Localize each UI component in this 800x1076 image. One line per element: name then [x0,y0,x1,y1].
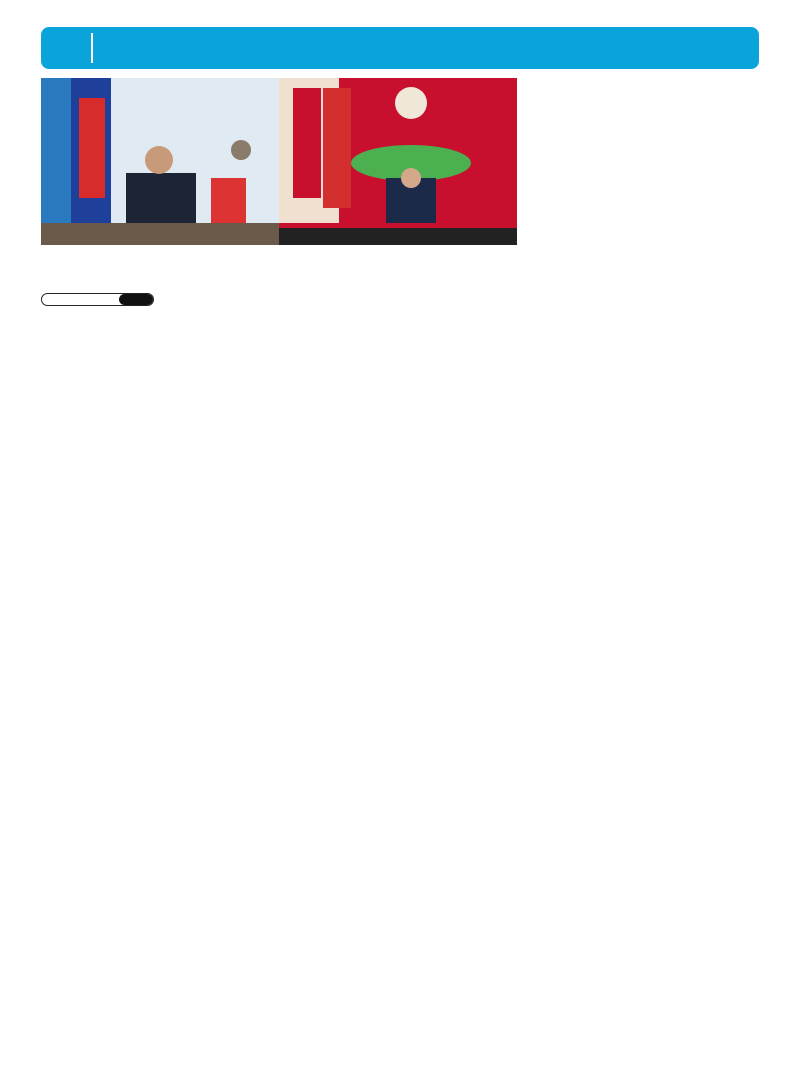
page-header-bar [41,27,759,69]
video-conference-illustration [41,78,517,245]
story1-column-2 [200,293,354,563]
video-conference-photo [41,78,517,245]
continued-from-tag [41,293,154,306]
header-divider [91,33,93,63]
story1-column-1 [41,326,195,562]
continued-from-page [119,294,153,305]
